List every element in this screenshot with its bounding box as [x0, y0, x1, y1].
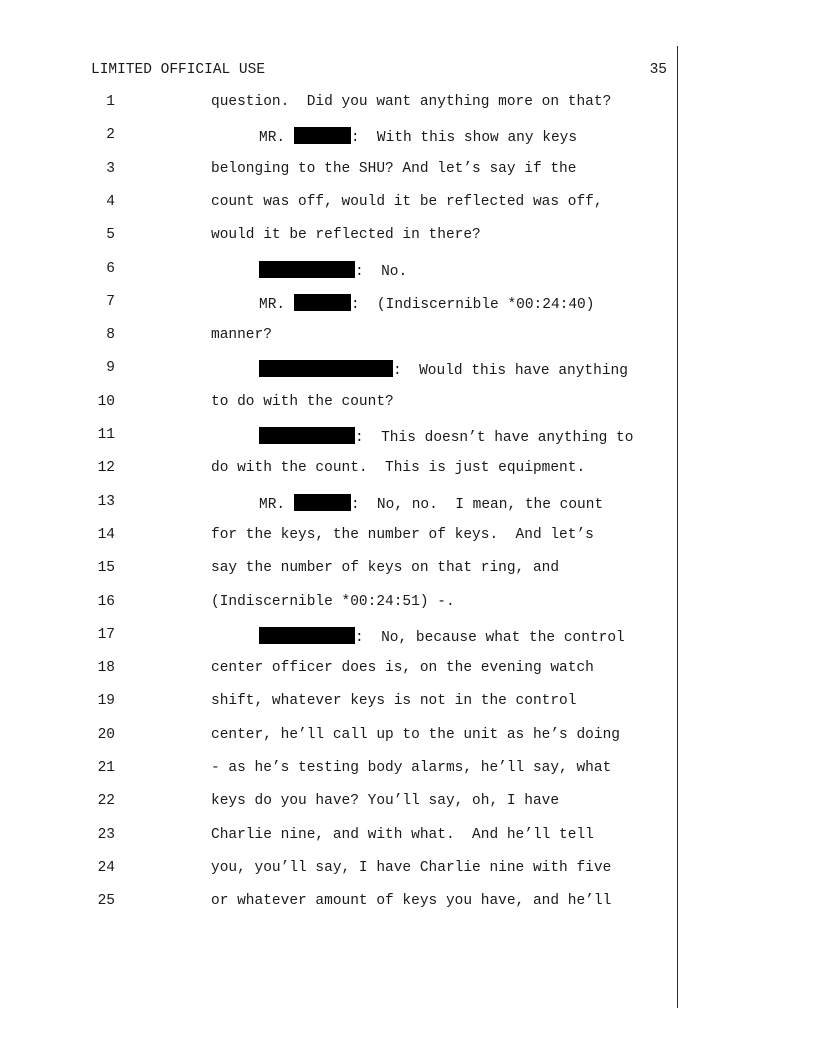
text-segment: to do with the count?	[211, 393, 394, 410]
line-text	[211, 660, 594, 676]
transcript-line	[0, 394, 816, 416]
line-text	[211, 460, 585, 476]
transcript-line	[0, 827, 816, 849]
text-segment: keys do you have? You’ll say, oh, I have	[211, 793, 560, 810]
line-number: 25	[97, 893, 115, 910]
transcript-line	[0, 527, 816, 549]
text-segment: : With this show any keys	[350, 130, 578, 147]
transcript-line	[0, 727, 816, 749]
line-number: 13	[97, 493, 115, 510]
redaction-box	[259, 427, 355, 444]
redaction-box	[259, 261, 355, 278]
line-number: 4	[106, 193, 115, 210]
line-text	[211, 227, 481, 243]
transcript-line	[0, 261, 816, 283]
text-segment: : Would this have anything	[393, 363, 628, 380]
line-number: 20	[97, 726, 115, 743]
line-number: 19	[97, 693, 115, 710]
line-text	[259, 261, 407, 280]
line-number: 10	[97, 393, 115, 410]
line-text	[211, 693, 576, 709]
text-segment: MR.	[259, 130, 294, 147]
transcript-line	[0, 227, 816, 249]
text-segment: belonging to the SHU? And let’s say if the	[211, 160, 577, 177]
transcript-line	[0, 327, 816, 349]
line-text	[211, 860, 611, 876]
transcript-line	[0, 194, 816, 216]
transcript-line	[0, 660, 816, 682]
line-number: 11	[97, 427, 115, 443]
text-segment: : No, no. I mean, the count	[350, 496, 604, 513]
text-segment: do with the count. This is just equipment.	[211, 460, 586, 477]
text-segment: MR.	[259, 296, 294, 313]
line-text	[259, 360, 628, 379]
text-segment: count was off, would it be reflected was off,	[211, 193, 603, 210]
line-number: 9	[106, 360, 115, 377]
line-number: 15	[97, 560, 115, 577]
line-number: 12	[97, 460, 115, 477]
transcript-line	[0, 94, 816, 116]
line-number: 16	[97, 593, 115, 610]
transcript-line	[0, 127, 816, 149]
line-text	[259, 494, 603, 513]
line-number: 3	[106, 160, 115, 177]
transcript-line	[0, 294, 816, 316]
line-number: 2	[106, 127, 115, 144]
transcript-line	[0, 360, 816, 382]
transcript-line	[0, 627, 816, 649]
line-number: 8	[106, 327, 115, 344]
line-text	[211, 161, 576, 177]
line-text	[259, 127, 577, 146]
transcript-line	[0, 560, 816, 582]
text-segment: : (Indiscernible *00:24:40)	[350, 296, 595, 313]
redaction-box	[294, 127, 351, 144]
text-segment: (Indiscernible *00:24:51) -.	[211, 593, 455, 610]
line-text	[211, 827, 594, 843]
transcript-line	[0, 693, 816, 715]
page-number: 35	[649, 62, 667, 78]
line-text	[259, 294, 594, 313]
line-text	[259, 627, 625, 646]
text-segment: MR.	[259, 496, 294, 513]
text-segment: for the keys, the number of keys. And let’s	[211, 526, 594, 543]
text-segment: say the number of keys on that ring, and	[211, 560, 560, 577]
text-segment: center, he’ll call up to the unit as he’s doing	[211, 726, 620, 743]
transcript-line	[0, 161, 816, 183]
transcript-line	[0, 427, 816, 449]
redaction-box	[259, 627, 355, 644]
text-segment: - as he’s testing body alarms, he’ll say, what	[211, 760, 612, 776]
line-number: 24	[97, 859, 115, 876]
text-segment: Charlie nine, and with what. And he’ll tell	[211, 826, 594, 843]
text-segment: or whatever amount of keys you have, and he’ll	[211, 893, 612, 910]
line-text	[211, 760, 611, 776]
transcript-line	[0, 594, 816, 616]
text-segment: question. Did you want anything more on that?	[211, 94, 612, 110]
redaction-box	[294, 294, 351, 311]
line-text	[211, 327, 272, 343]
redaction-box	[294, 494, 351, 511]
transcript-line	[0, 760, 816, 782]
line-text	[211, 194, 603, 210]
line-text	[211, 560, 559, 576]
line-number: 23	[97, 826, 115, 843]
line-number: 14	[97, 526, 115, 543]
line-text	[211, 594, 455, 610]
line-text	[211, 527, 594, 543]
line-number: 22	[97, 793, 115, 810]
security-marking: LIMITED OFFICIAL USE	[91, 62, 266, 78]
text-segment: center officer does is, on the evening watch	[211, 660, 594, 677]
line-number: 17	[97, 626, 115, 643]
redaction-box	[259, 360, 393, 377]
text-segment: : No.	[355, 263, 408, 280]
text-segment: shift, whatever keys is not in the control	[211, 693, 577, 710]
line-number: 21	[97, 760, 115, 776]
transcript-line	[0, 494, 816, 516]
line-number: 7	[106, 293, 115, 310]
line-text	[211, 394, 394, 410]
transcript-line	[0, 893, 816, 915]
line-number: 1	[106, 94, 115, 110]
line-text	[211, 893, 611, 909]
line-text	[211, 793, 559, 809]
line-number: 6	[106, 260, 115, 277]
transcript-line	[0, 460, 816, 482]
line-text	[259, 427, 633, 446]
text-segment: manner?	[211, 327, 272, 344]
line-text	[211, 94, 611, 110]
line-number: 5	[106, 227, 115, 244]
text-segment: : This doesn’t have anything to	[355, 430, 634, 446]
line-text	[211, 727, 620, 743]
transcript-line	[0, 860, 816, 882]
line-number: 18	[97, 660, 115, 677]
transcript-line	[0, 793, 816, 815]
text-segment: you, you’ll say, I have Charlie nine with five	[211, 859, 612, 876]
text-segment: would it be reflected in there?	[211, 227, 481, 244]
text-segment: : No, because what the control	[355, 629, 625, 646]
